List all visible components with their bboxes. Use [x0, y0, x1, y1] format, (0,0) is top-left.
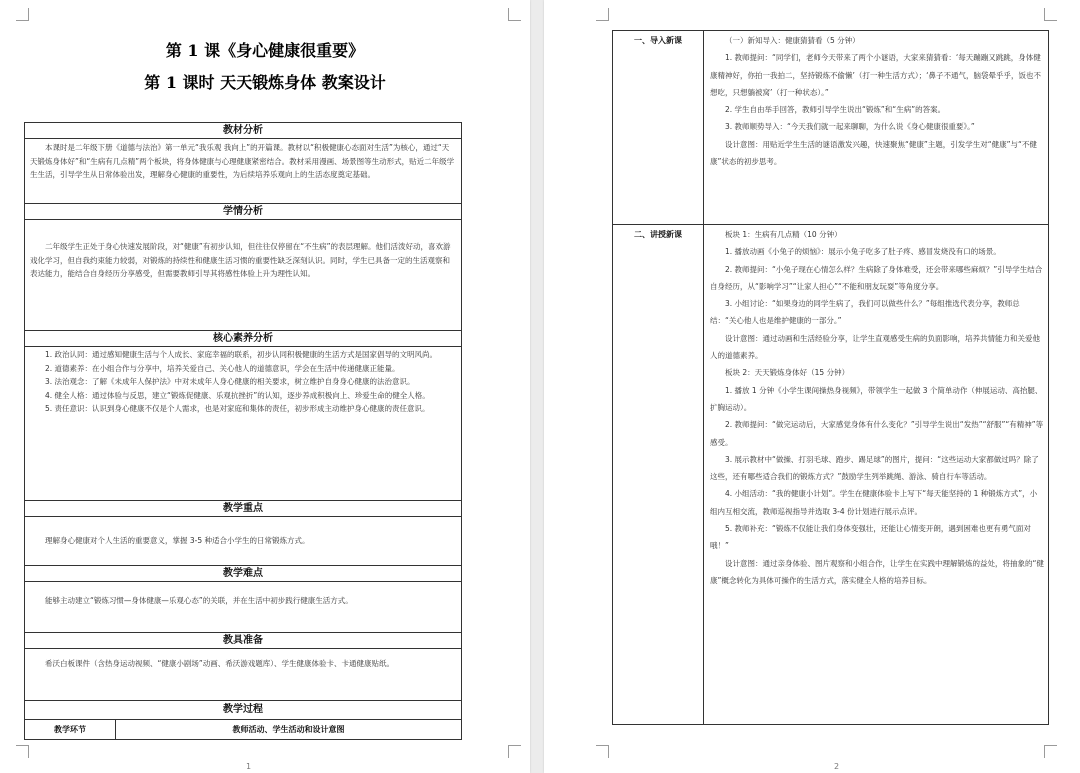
page-number: 2	[834, 762, 840, 771]
content-line: 1. 教师提问：“同学们，老师今天带来了两个小谜语，大家来猜猜看：‘每天蹦蹦又跳跳，身体健康精神好，你拍一我拍二，坚持锻炼不偷懒’（打一种生活方式）；‘鼻子不通气，脑袋晕乎乎，饭也不想吃，只想躺被窝’（打一种状态）。”	[710, 53, 1042, 97]
document-page-2	[544, 0, 1080, 773]
content-line: （一）新知导入：健康猜猜看（5 分钟）	[725, 36, 860, 45]
section-label-intro: 一、导入新课	[634, 36, 682, 45]
crop-mark	[508, 745, 521, 758]
content-line: 设计意图：通过动画和生活经验分享，让学生直观感受生病的负面影响，培养共情能力和关爱他人的道德素养。	[710, 333, 1040, 361]
crop-mark	[16, 8, 29, 21]
core-literacy-list	[30, 348, 456, 416]
column-divider	[703, 30, 704, 725]
content-line: 3. 教师顺势导入：“今天我们就一起来聊聊，为什么说《身心健康很重要》。”	[725, 122, 975, 132]
section-header-key: 教学重点	[24, 500, 462, 517]
content-line: 2. 教师提问：“小兔子现在心情怎么样？生病除了身体难受，还会带来哪些麻烦？”引导学生结合自身经历，从“影响学习”“让家人担心”“不能和朋友玩耍”等角度分享。	[710, 264, 1043, 291]
core-item: 4. 健全人格：通过体验与反思，建立“锻炼促健康、乐观抗挫折”的认知，逐步养成积极向上、珍爱生命的健全人格。	[45, 390, 430, 400]
content-line: 2. 教师提问：“做完运动后，大家感觉身体有什么变化？”引导学生说出“发热”“舒服”“有精神”等感受。	[710, 420, 1044, 447]
crop-mark	[508, 8, 521, 21]
learner-analysis-text: 二年级学生正处于身心快速发展阶段，对“健康”有初步认知，但往往仅停留在“不生病”的表层理解。他们活泼好动，喜欢游戏化学习，但自我约束能力较弱，对锻炼的持续性和健康生活习惯的重要性缺乏深刻认识。同时，学生已具备一定的生活观察和表达能力，能结合自身经历分享感受，但需要教师引导其将感性体验上升为理性认知。	[30, 242, 451, 278]
teaching-key-text: 理解身心健康对个人生活的重要意义，掌握 3-5 种适合小学生的日常锻炼方式。	[45, 536, 310, 545]
teaching-difficulty-text: 能够主动建立“锻炼习惯—身体健康—乐观心态”的关联，并在生活中初步践行健康生活方式。	[45, 596, 353, 605]
crop-mark	[16, 745, 29, 758]
crop-mark	[1044, 745, 1057, 758]
content-line: 1. 播放动画《小兔子的烦恼》：展示小兔子吃多了肚子疼、感冒发烧没有口的场景。	[725, 247, 1001, 257]
content-line: 板块 1：生病有几点精（10 分钟）	[725, 230, 842, 239]
column-header-activity: 教师活动、学生活动和设计意图	[115, 719, 462, 740]
content-line: 5. 教师补充：“锻炼不仅能让我们身体变强壮，还能让心情变开朗，遇到困难也更有勇气面对哦！”	[710, 524, 1031, 551]
section-header-core: 核心素养分析	[24, 330, 462, 347]
core-item: 3. 法治观念：了解《未成年人保护法》中对未成年人身心健康的相关要求，树立维护自身身心健康的法治意识。	[45, 377, 415, 386]
section-header-prep: 教具准备	[24, 632, 462, 649]
section-header-difficulty: 教学难点	[24, 565, 462, 582]
page-number: 1	[246, 762, 252, 771]
teaching-prep-text: 希沃白板课件（含热身运动视频、“健康小剧场”动画、希沃游戏题库）、学生健康体验卡、卡通健康贴纸。	[45, 659, 395, 668]
content-line: 板块 2：天天锻炼身体好（15 分钟）	[725, 368, 850, 378]
core-item: 2. 道德素养：在小组合作与分享中，培养关爱自己、关心他人的道德意识，学会在生活中传递健康正能量。	[45, 363, 400, 373]
content-line: 设计意图：通过亲身体验、图片观察和小组合作，让学生在实践中理解锻炼的益处，将抽象的“健康”概念转化为具体可操作的生活方式，落实健全人格的培养目标。	[710, 558, 1044, 585]
section-label-new-lesson: 二、讲授新课	[634, 230, 682, 239]
section-header-process: 教学过程	[24, 700, 462, 720]
content-line: 4. 小组活动：“我的健康小计划”。学生在健康体验卡上写下“每天能坚持的 1 种锻炼方式”，小组内互相交流，教师巡视指导并选取 3-4 份计划进行展示点评。	[710, 489, 1038, 516]
content-line: 3. 展示教材中“做操、打羽毛球、跑步、踢足球”的图片，提问：“这些运动大家都做过吗？除了这些，还有哪些适合我们的锻炼方式？”鼓励学生列举跳绳、游泳、骑自行车等活动。	[710, 454, 1039, 482]
content-line: 1. 播放 1 分钟《小学生课间操热身视频》，带领学生一起做 3 个简单动作（伸展运动、高抬腿、扩胸运动）。	[710, 385, 1043, 412]
material-analysis-text: 本课时是二年级下册《道德与法治》第一单元“我乐观 我向上”的开篇课。教材以“积极健康心态面对生活”为核心，通过“天天锻炼身体好”和“生病有几点精”两个板块，将身体健康与心理健康紧密结合。教材采用漫画、场景图等生动形式，贴近二年级学生生活，引导学生从日常体验出发，理解身心健康的重要性，为后续培养乐观向上的生活态度奠定基础。	[30, 143, 455, 179]
core-item: 5. 责任意识：认识到身心健康不仅是个人需求，也是对家庭和集体的责任，初步形成主动维护身心健康的责任意识。	[45, 404, 430, 413]
content-line: 2. 学生自由举手回答，教师引导学生说出“锻炼”和“生病”的答案。	[725, 105, 946, 115]
content-line: 3. 小组讨论：“如果身边的同学生病了，我们可以做些什么？”每组推选代表分享，教师总结：“关心他人也是维护健康的一部分。”	[710, 299, 1020, 326]
document-page-1	[0, 0, 530, 773]
crop-mark	[596, 8, 609, 21]
content-line: 设计意图：用贴近学生生活的谜语激发兴趣，快速聚焦“健康”主题，引发学生对“健康”与“不健康”状态的初步思考。	[710, 139, 1037, 167]
core-item: 1. 政治认同：通过感知健康生活与个人成长、家庭幸福的联系，初步认同积极健康的生活方式是国家倡导的文明风尚。	[45, 350, 438, 359]
lesson-subtitle: 第 1 课时 天天锻炼身体 教案设计	[144, 73, 386, 92]
section-header-learner: 学情分析	[24, 203, 462, 220]
row-divider	[612, 224, 1049, 225]
column-header-stage: 教学环节	[24, 719, 116, 740]
section-header-material: 教材分析	[24, 122, 462, 139]
intro-content	[710, 32, 1044, 170]
new-lesson-content	[710, 226, 1044, 589]
crop-mark	[596, 745, 609, 758]
lesson-title: 第 1 课《身心健康很重要》	[165, 41, 365, 60]
crop-mark	[1044, 8, 1057, 21]
